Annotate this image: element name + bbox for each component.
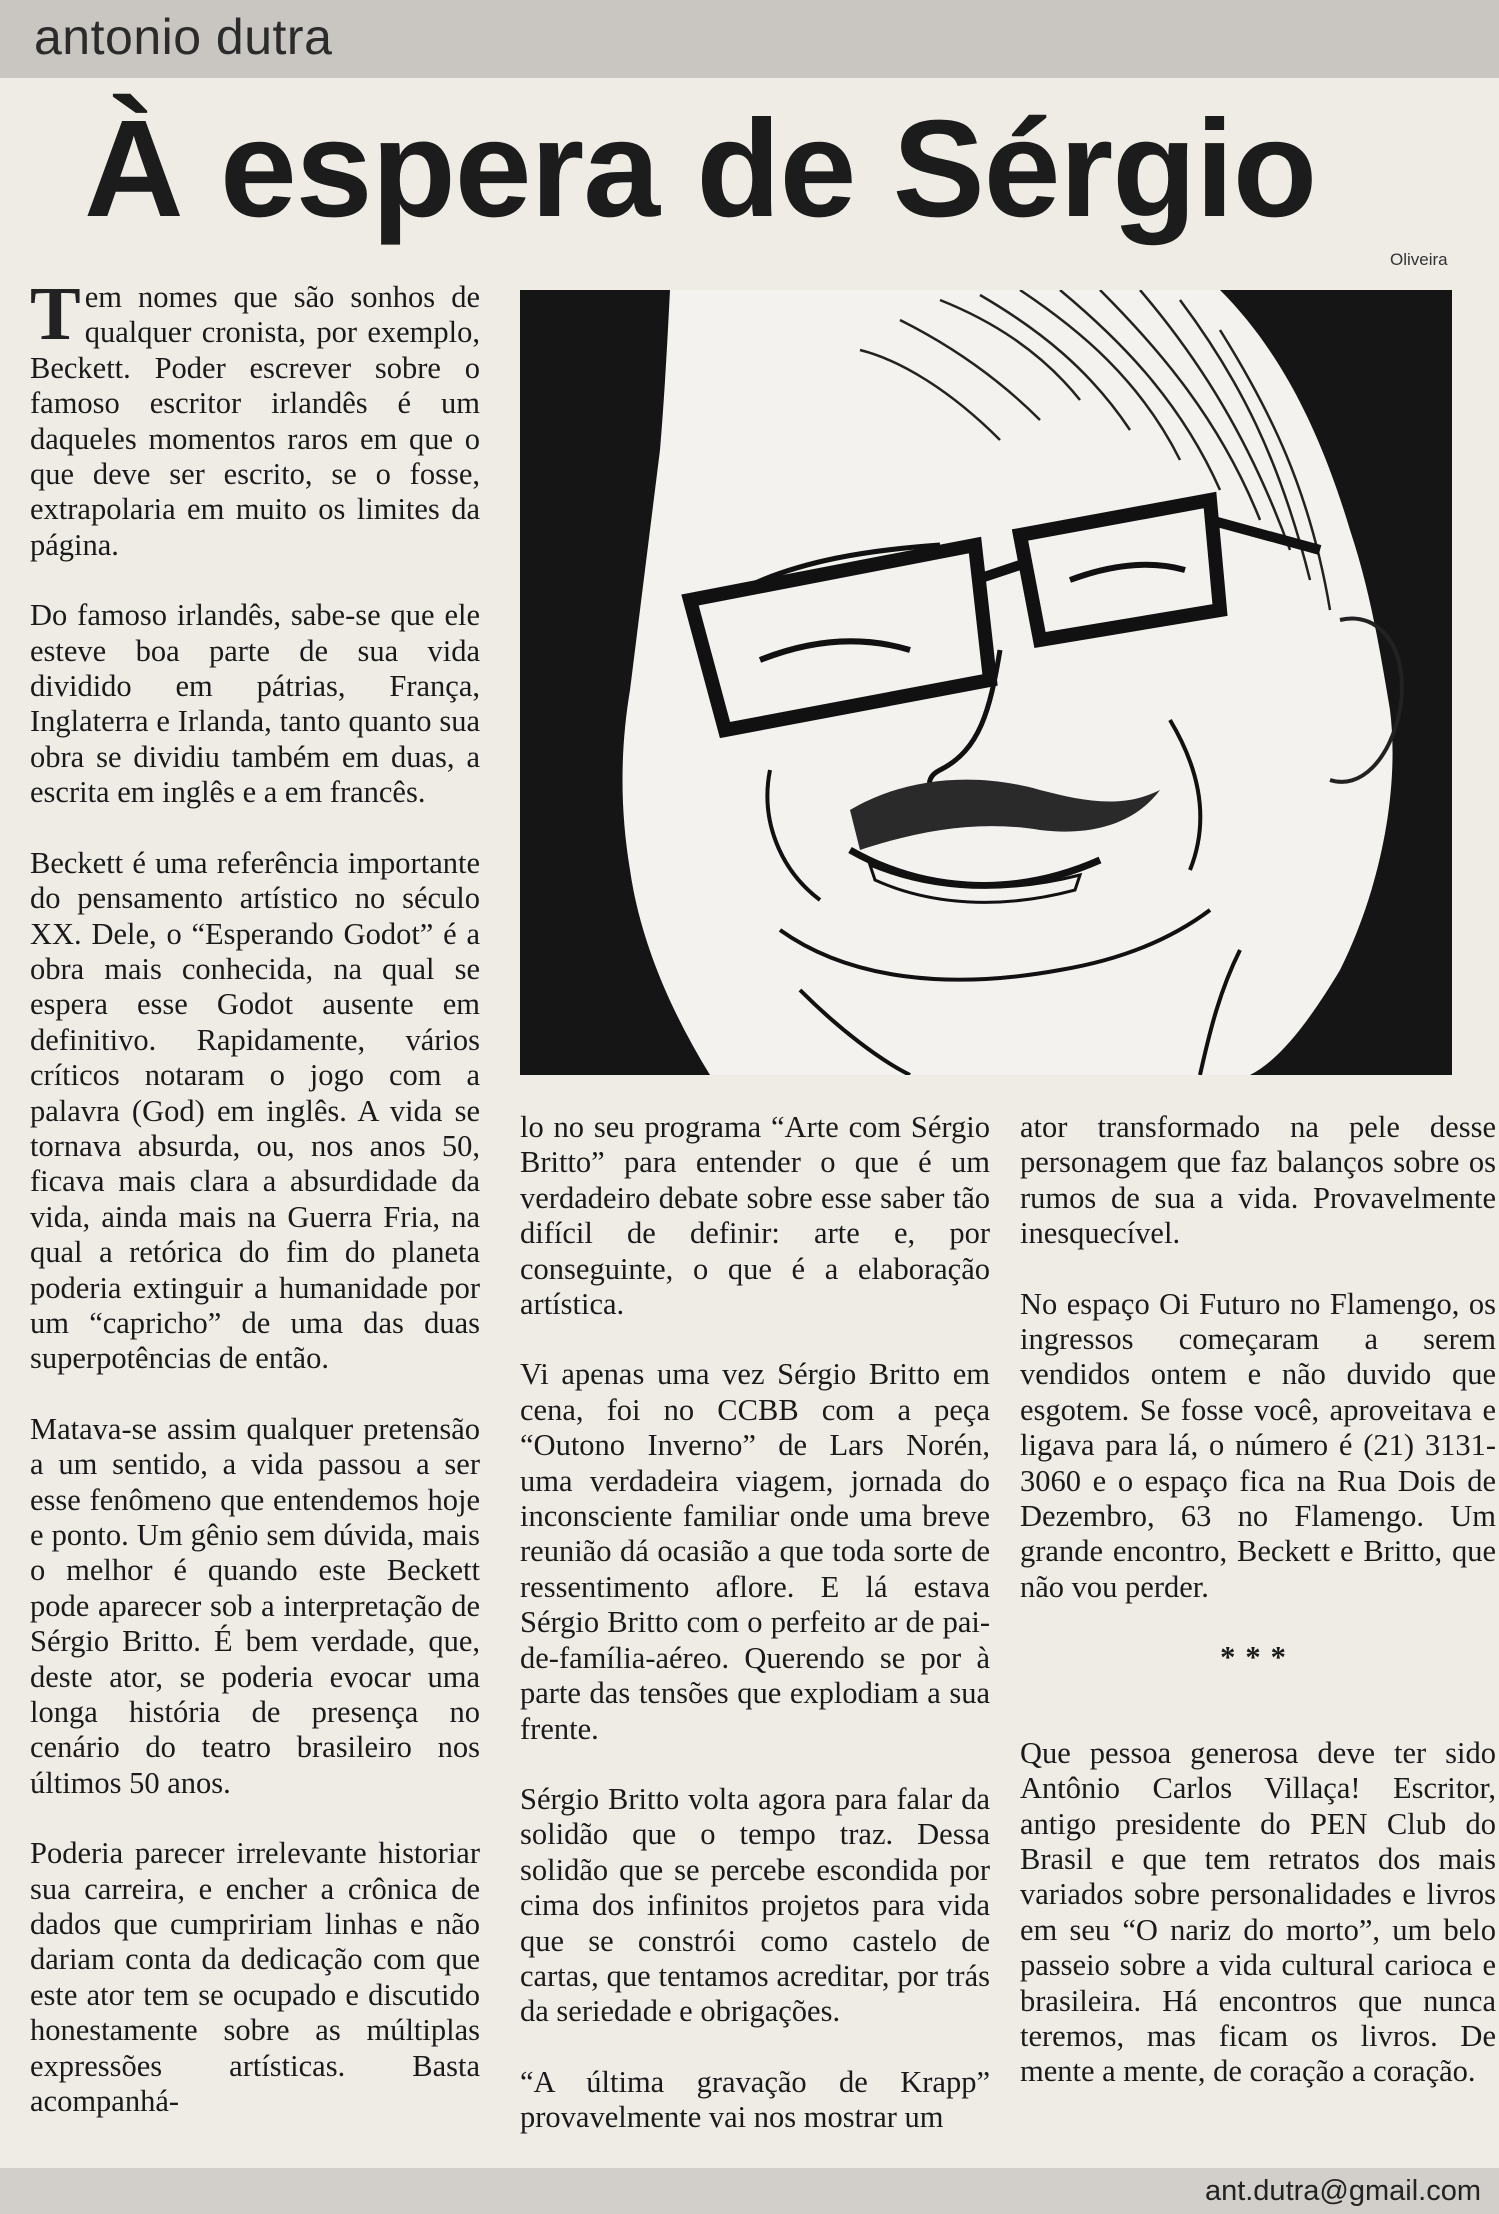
article-column-2	[520, 1110, 990, 2171]
article-paragraph: lo no seu programa “Arte com Sérgio Britto” para entender o que é um verdadeiro debate sobre esse saber tão difícil de definir: arte e, por conseguinte, o que é a elaboração artística.	[520, 1110, 990, 1322]
illustration-credit: Oliveira	[1390, 250, 1448, 269]
article-paragraph: Que pessoa generosa deve ter sido Antônio Carlos Villaça! Escritor, antigo presidente do PEN Club do Brasil e que tem retratos dos mais variados sobre personalidades e livros em seu “O nariz do morto”, um belo passeio sobre a vida cultural carioca e brasileira. Há encontros que nunca teremos, mas ficam os livros. De mente a mente, de coração a coração.	[1020, 1735, 1496, 2089]
portrait-illustration	[520, 290, 1452, 1075]
article-column-1	[30, 272, 480, 2155]
caricature-drawing	[520, 290, 1452, 1075]
section-separator: ***	[1220, 1640, 1296, 1675]
article-paragraph: No espaço Oi Futuro no Flamengo, os ingressos começaram a serem vendidos ontem e não duvido que esgotem. Se fosse você, aproveitava e ligava para lá, o número é (21) 3131-3060 e o espaço fica na Rua Dois de Dezembro, 63 no Flamengo. Um grande encontro, Beckett e Britto, que não vou perder.	[1020, 1286, 1496, 1604]
article-paragraph: ator transformado na pele desse personagem que faz balanços sobre os rumos de sua a vida. Provavelmente inesquecível.	[1020, 1110, 1496, 1251]
article-paragraph: Do famoso irlandês, sabe-se que ele esteve boa parte de sua vida dividido em pátrias, França, Inglaterra e Irlanda, tanto quanto sua obra se dividiu também em duas, a escrita em inglês e a em francês.	[30, 598, 480, 810]
article-paragraph: Matava-se assim qualquer pretensão a um sentido, a vida passou a ser esse fenômeno que entendemos hoje e ponto. Um gênio sem dúvida, mais o melhor é quando este Beckett pode aparecer sob a interpretação de Sérgio Britto. É bem verdade, que, deste ator, se poderia evocar uma longa história de presença no cenário do teatro brasileiro nos últimos 50 anos.	[30, 1411, 480, 1800]
drop-cap: T	[30, 272, 81, 356]
article-paragraph	[30, 272, 480, 563]
article-paragraph: Vi apenas uma vez Sérgio Britto em cena, foi no CCBB com a peça “Outono Inverno” de Lars Norén, uma verdadeira viagem, jornada do inconsciente familiar onde uma breve reunião dá ocasião a que toda sorte de ressentimento aflore. E lá estava Sérgio Britto com o perfeito ar de pai-de-família-aéreo. Querendo se por à parte das tensões que explodiam a sua frente.	[520, 1357, 990, 1746]
article-column-3	[1020, 1110, 1499, 2125]
article-paragraph: “A última gravação de Krapp” provavelmente vai nos mostrar um	[520, 2064, 990, 2135]
article-paragraph: Poderia parecer irrelevante historiar sua carreira, e encher a crônica de dados que cumpririam linhas e não dariam conta da dedicação com que este ator tem se ocupado e discutido honestamente sobre as múltiplas expressões artísticas. Basta acompanhá-	[30, 1836, 480, 2119]
author-email: ant.dutra@gmail.com	[1204, 2175, 1481, 2207]
paragraph-text: em nomes que são sonhos de qualquer cronista, por exemplo, Beckett. Poder escrever sobre o famoso escritor irlandês é um daqueles momentos raros em que o que deve ser escrito, se o fosse, extrapolaria em muito os limites da página.	[30, 280, 480, 562]
author-name: antonio dutra	[34, 9, 333, 65]
headline: À espera de Sérgio	[84, 92, 1317, 246]
article-paragraph: Sérgio Britto volta agora para falar da solidão que o tempo traz. Dessa solidão que se percebe escondida por cima dos infinitos projetos para vida que se constrói como castelo de cartas, que tentamos acreditar, por trás da seriedade e obrigações.	[520, 1781, 990, 2029]
article-paragraph: Beckett é uma referência importante do pensamento artístico no século XX. Dele, o “Esperando Godot” é a obra mais conhecida, na qual se espera esse Godot ausente em definitivo. Rapidamente, vários críticos notaram o jogo com a palavra (God) em inglês. A vida se tornava absurda, ou, nos anos 50, ficava mais clara a absurdidade da vida, ainda mais na Guerra Fria, na qual a retórica do fim do planeta poderia extinguir a humanidade por um “capricho” de uma das duas superpotências de então.	[30, 845, 480, 1376]
